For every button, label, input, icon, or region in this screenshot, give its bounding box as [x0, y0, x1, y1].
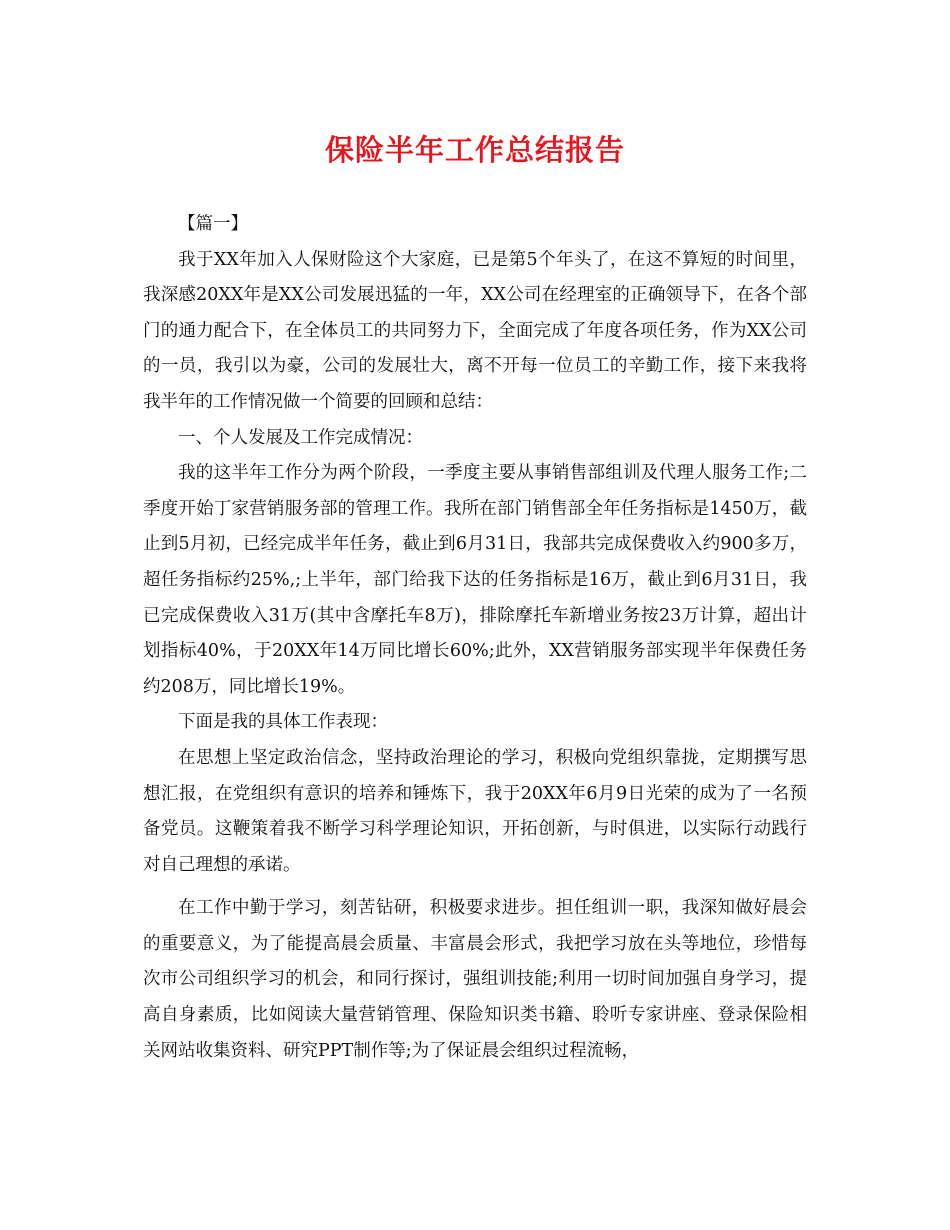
document-title: 保险半年工作总结报告 [324, 133, 625, 167]
paragraph: 在思想上坚定政治信念，坚持政治理论的学习，积极向党组织靠拢，定期撰写思想汇报，在党组织有意识的培养和锤炼下，我于20XX年6月9日光荣的成为了一名预备党员。这鞭策着我不断学习科学理论知识，开拓创新，与时俱进，以实际行动践行对自己理想的承诺。 [143, 747, 807, 875]
document-body [143, 207, 807, 1069]
paragraph: 在工作中勤于学习，刻苦钻研，积极要求进步。担任组训一职，我深知做好晨会的重要意义，为了能提高晨会质量、丰富晨会形式，我把学习放在头等地位，珍惜每次市公司组织学习的机会，和同行探讨，强组训技能;利用一切时间加强自身学习，提高自身素质，比如阅读大量营销管理、保险知识类书籍、聆听专家讲座、登录保险相关网站收集资料、研究PPT制作等;为了保证晨会组织过程流畅， [143, 898, 807, 1061]
paragraph: 一、个人发展及工作完成情况： [178, 427, 423, 448]
paragraph: 我的这半年工作分为两个阶段，一季度主要从事销售部组训及代理人服务工作;二季度开始丁家营销服务部的管理工作。我所在部门销售部全年任务指标是1450万，截止到5月初，已经完成半年任务，截止到6月31日，我部共完成保费收入约900多万，超任务指标约25%,;上半年，部门给我下达的任务指标是16万，截止到6月31日，我已完成保费收入31万(其中含摩托车8万)，排除摩托车新增业务按23万计算，超出计划指标40%，于20XX年14万同比增长60%;此外，XX营销服务部实现半年保费任务约208万，同比增长19%。 [143, 463, 807, 697]
paragraph: 下面是我的具体工作表现： [178, 712, 388, 733]
section-heading: 【篇一】 [178, 214, 248, 234]
paragraph: 我于XX年加入人保财险这个大家庭，已是第5个年头了，在这不算短的时间里，我深感20XX年是XX公司发展迅猛的一年，XX公司在经理室的正确领导下，在各个部门的通力配合下，在全体员工的共同努力下，全面完成了年度各项任务，作为XX公司的一员，我引以为豪，公司的发展壮大，离不开每一位员工的辛勤工作，接下来我将我半年的工作情况做一个简要的回顾和总结： [143, 249, 807, 412]
